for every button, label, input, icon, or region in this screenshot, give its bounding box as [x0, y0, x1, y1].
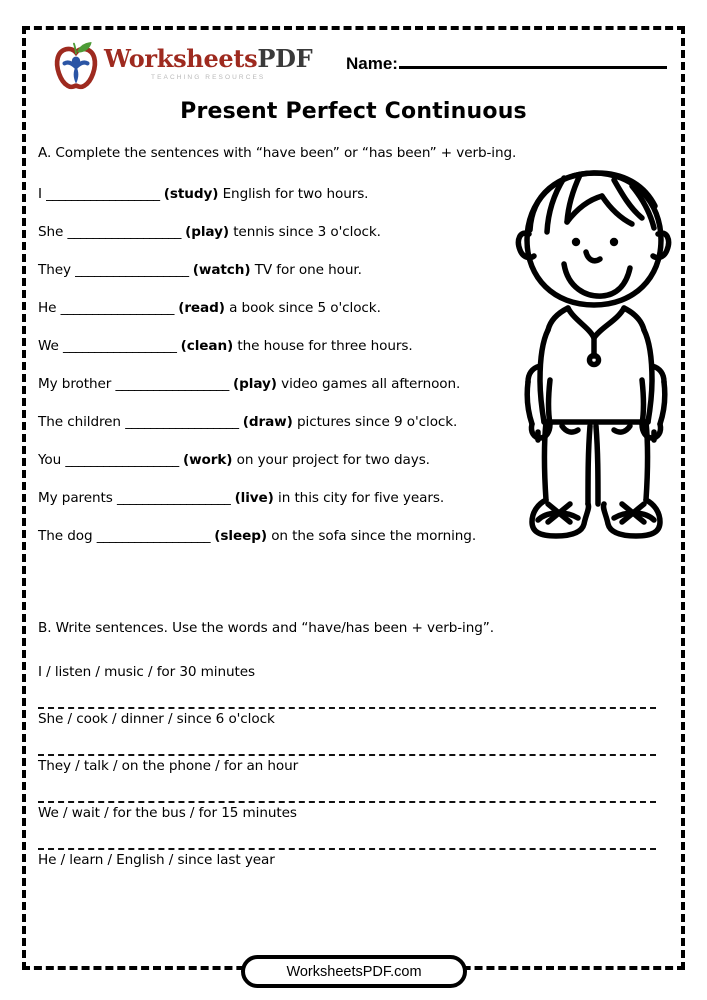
page-title: Present Perfect Continuous	[180, 99, 527, 124]
question-subject: I	[38, 186, 42, 202]
question-remainder: on your project for two days.	[236, 452, 430, 468]
section-a-question-row	[38, 222, 678, 260]
section-b-prompt: I / listen / music / for 30 minutes	[38, 664, 255, 680]
question-subject: My brother	[38, 376, 112, 392]
section-b-instruction: B. Write sentences. Use the words and “have/has been + verb-ing”.	[38, 620, 494, 636]
question-remainder: English for two hours.	[222, 186, 369, 202]
section-b-prompt: We / wait / for the bus / for 15 minutes	[38, 805, 297, 821]
name-label: Name:	[346, 54, 398, 73]
section-a-question-row	[38, 488, 678, 526]
worksheetspdf-logo	[50, 40, 312, 92]
answer-blank[interactable]: __________________	[65, 452, 179, 468]
question-subject: She	[38, 224, 64, 240]
logo-wordmark	[104, 44, 313, 73]
question-remainder: TV for one hour.	[254, 262, 362, 278]
section-b-prompt-list	[38, 662, 656, 874]
section-a-question-row	[38, 298, 678, 336]
question-subject: They	[38, 262, 71, 278]
section-b-prompt: They / talk / on the phone / for an hour	[38, 758, 299, 774]
question-subject: You	[38, 452, 62, 468]
question-verb-cue: (watch)	[192, 262, 251, 278]
section-b-answer-line[interactable]	[38, 780, 656, 803]
question-subject: The dog	[38, 528, 93, 544]
logo-word-pdf: PDF	[257, 44, 313, 73]
section-b-prompt: She / cook / dinner / since 6 o'clock	[38, 711, 275, 727]
logo-tagline: TEACHING RESOURCES	[151, 74, 266, 81]
section-b-answer-line[interactable]	[38, 827, 656, 850]
section-a-question-row	[38, 450, 678, 488]
question-verb-cue: (read)	[178, 300, 225, 316]
question-remainder: on the sofa since the morning.	[271, 528, 477, 544]
question-remainder: tennis since 3 o'clock.	[233, 224, 381, 240]
logo-word-worksheets: Worksheets	[104, 44, 258, 73]
section-a-question-row	[38, 374, 678, 412]
question-subject: The children	[38, 414, 121, 430]
answer-blank[interactable]: __________________	[116, 490, 231, 506]
question-remainder: video games all afternoon.	[281, 376, 461, 392]
section-b-answer-line[interactable]	[38, 733, 656, 756]
apple-logo-icon	[50, 40, 102, 92]
name-input-line[interactable]	[399, 55, 667, 69]
question-verb-cue: (clean)	[180, 338, 234, 354]
logo-text-block	[104, 40, 312, 81]
section-b-prompt: He / learn / English / since last year	[38, 852, 275, 868]
answer-blank[interactable]: __________________	[46, 186, 160, 202]
question-verb-cue: (sleep)	[214, 528, 267, 544]
answer-blank[interactable]: __________________	[75, 262, 189, 278]
section-a-question-row	[38, 412, 678, 450]
name-field	[346, 54, 667, 74]
question-verb-cue: (study)	[163, 186, 219, 202]
question-subject: My parents	[38, 490, 113, 506]
question-verb-cue: (live)	[234, 490, 274, 506]
question-remainder: the house for three hours.	[237, 338, 413, 354]
footer-label: WorksheetsPDF.com	[286, 963, 422, 980]
question-remainder: a book since 5 o'clock.	[229, 300, 381, 316]
section-a-question-list	[38, 184, 678, 564]
question-subject: We	[38, 338, 59, 354]
question-subject: He	[38, 300, 57, 316]
question-verb-cue: (play)	[233, 376, 277, 392]
question-verb-cue: (work)	[182, 452, 233, 468]
section-a-question-row	[38, 184, 678, 222]
worksheet-header	[40, 38, 670, 100]
question-remainder: pictures since 9 o'clock.	[297, 414, 458, 430]
footer-brand-pill[interactable]	[241, 955, 467, 988]
section-b-answer-line[interactable]	[38, 686, 656, 709]
answer-blank[interactable]: __________________	[115, 376, 229, 392]
section-a-question-row	[38, 526, 678, 564]
section-a-question-row	[38, 336, 678, 374]
answer-blank[interactable]: __________________	[60, 300, 174, 316]
answer-blank[interactable]: __________________	[67, 224, 181, 240]
question-verb-cue: (draw)	[242, 414, 293, 430]
question-remainder: in this city for five years.	[278, 490, 445, 506]
section-a-instruction: A. Complete the sentences with “have been” or “has been” + verb-ing.	[38, 145, 517, 161]
answer-blank[interactable]: __________________	[96, 528, 211, 544]
answer-blank[interactable]: __________________	[125, 414, 239, 430]
question-verb-cue: (play)	[185, 224, 229, 240]
answer-blank[interactable]: __________________	[63, 338, 177, 354]
section-a-question-row	[38, 260, 678, 298]
